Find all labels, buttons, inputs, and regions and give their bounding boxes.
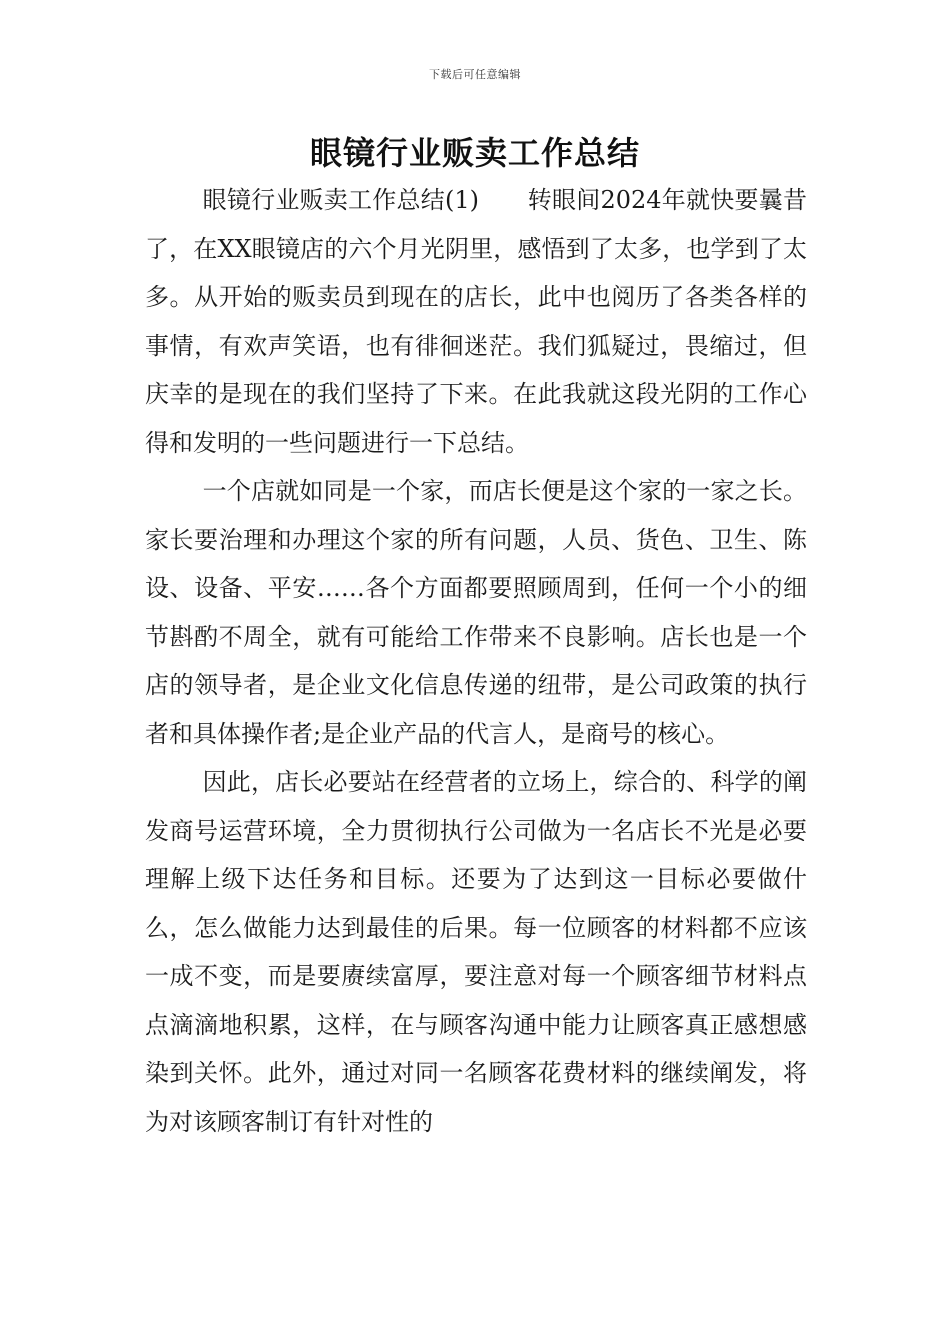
document-body — [145, 176, 807, 1146]
page-header-note: 下载后可任意编辑 — [429, 68, 521, 81]
paragraph-store-manager-role: 一个店就如同是一个家，而店长便是这个家的一家之长。家长要治理和办理这个家的所有问题，人员、货色、卫生、陈设、设备、平安……各个方面都要照顾周到，任何一个小的细节斟酌不周全，就有可能给工作带来不良影响。店长也是一个店的领导者，是企业文化信息传递的纽带，是公司政策的执行者和具体操作者;是企业产品的代言人，是商号的核心。 — [145, 477, 807, 748]
paragraph-customer-data: 因此，店长必要站在经营者的立场上，综合的、科学的阐发商号运营环境，全力贯彻执行公司做为一名店长不光是必要理解上级下达任务和目标。还要为了达到这一目标必要做什么，怎么做能力达到最佳的后果。每一位顾客的材料都不应该一成不变，而是要赓续富厚，要注意对每一个顾客细节材料点点滴滴地积累，这样，在与顾客沟通中能力让顾客真正感想感染到关怀。此外，通过对同一名顾客花费材料的继续阐发，将为对该顾客制订有针对性的 — [145, 768, 807, 1136]
document-title: 眼镜行业贩卖工作总结 — [309, 134, 640, 172]
paragraph-intro: 眼镜行业贩卖工作总结(1) 转眼间2024年就快要曩昔了，在XX眼镜店的六个月光阴里，感悟到了太多，也学到了太多。从开始的贩卖员到现在的店长，此中也阅历了各类各样的事情，有欢声笑语，也有徘徊迷茫。我们狐疑过，畏缩过，但庆幸的是现在的我们坚持了下来。在此我就这段光阴的工作心得和发明的一些问题进行一下总结。 — [145, 186, 807, 457]
